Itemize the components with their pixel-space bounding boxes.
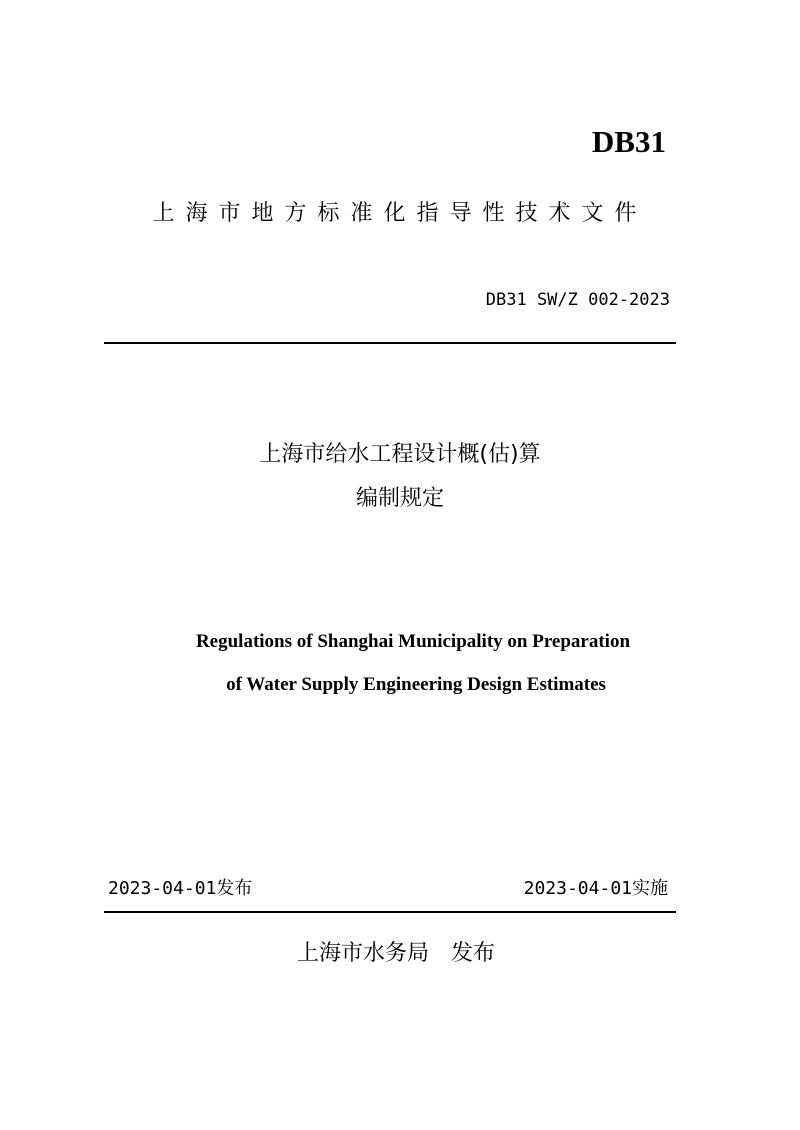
issue-date: 2023-04-01发布 — [108, 878, 253, 899]
standard-code: DB31 — [591, 124, 666, 159]
english-title-line-2: of Water Supply Engineering Design Estimates — [226, 674, 606, 695]
implementation-date: 2023-04-01实施 — [523, 878, 668, 899]
publisher-line: 上海市水务局 发布 — [296, 941, 495, 966]
top-divider — [104, 342, 676, 344]
bottom-divider — [104, 911, 676, 913]
document-type-heading: 上海市地方标准化指导性技术文件 — [152, 201, 648, 226]
chinese-title-line-1: 上海市给水工程设计概(估)算 — [259, 442, 541, 467]
document-number: DB31 SW/Z 002-2023 — [485, 290, 670, 310]
english-title-line-1: Regulations of Shanghai Municipality on Preparation — [195, 631, 631, 652]
chinese-title-line-2: 编制规定 — [355, 486, 444, 511]
